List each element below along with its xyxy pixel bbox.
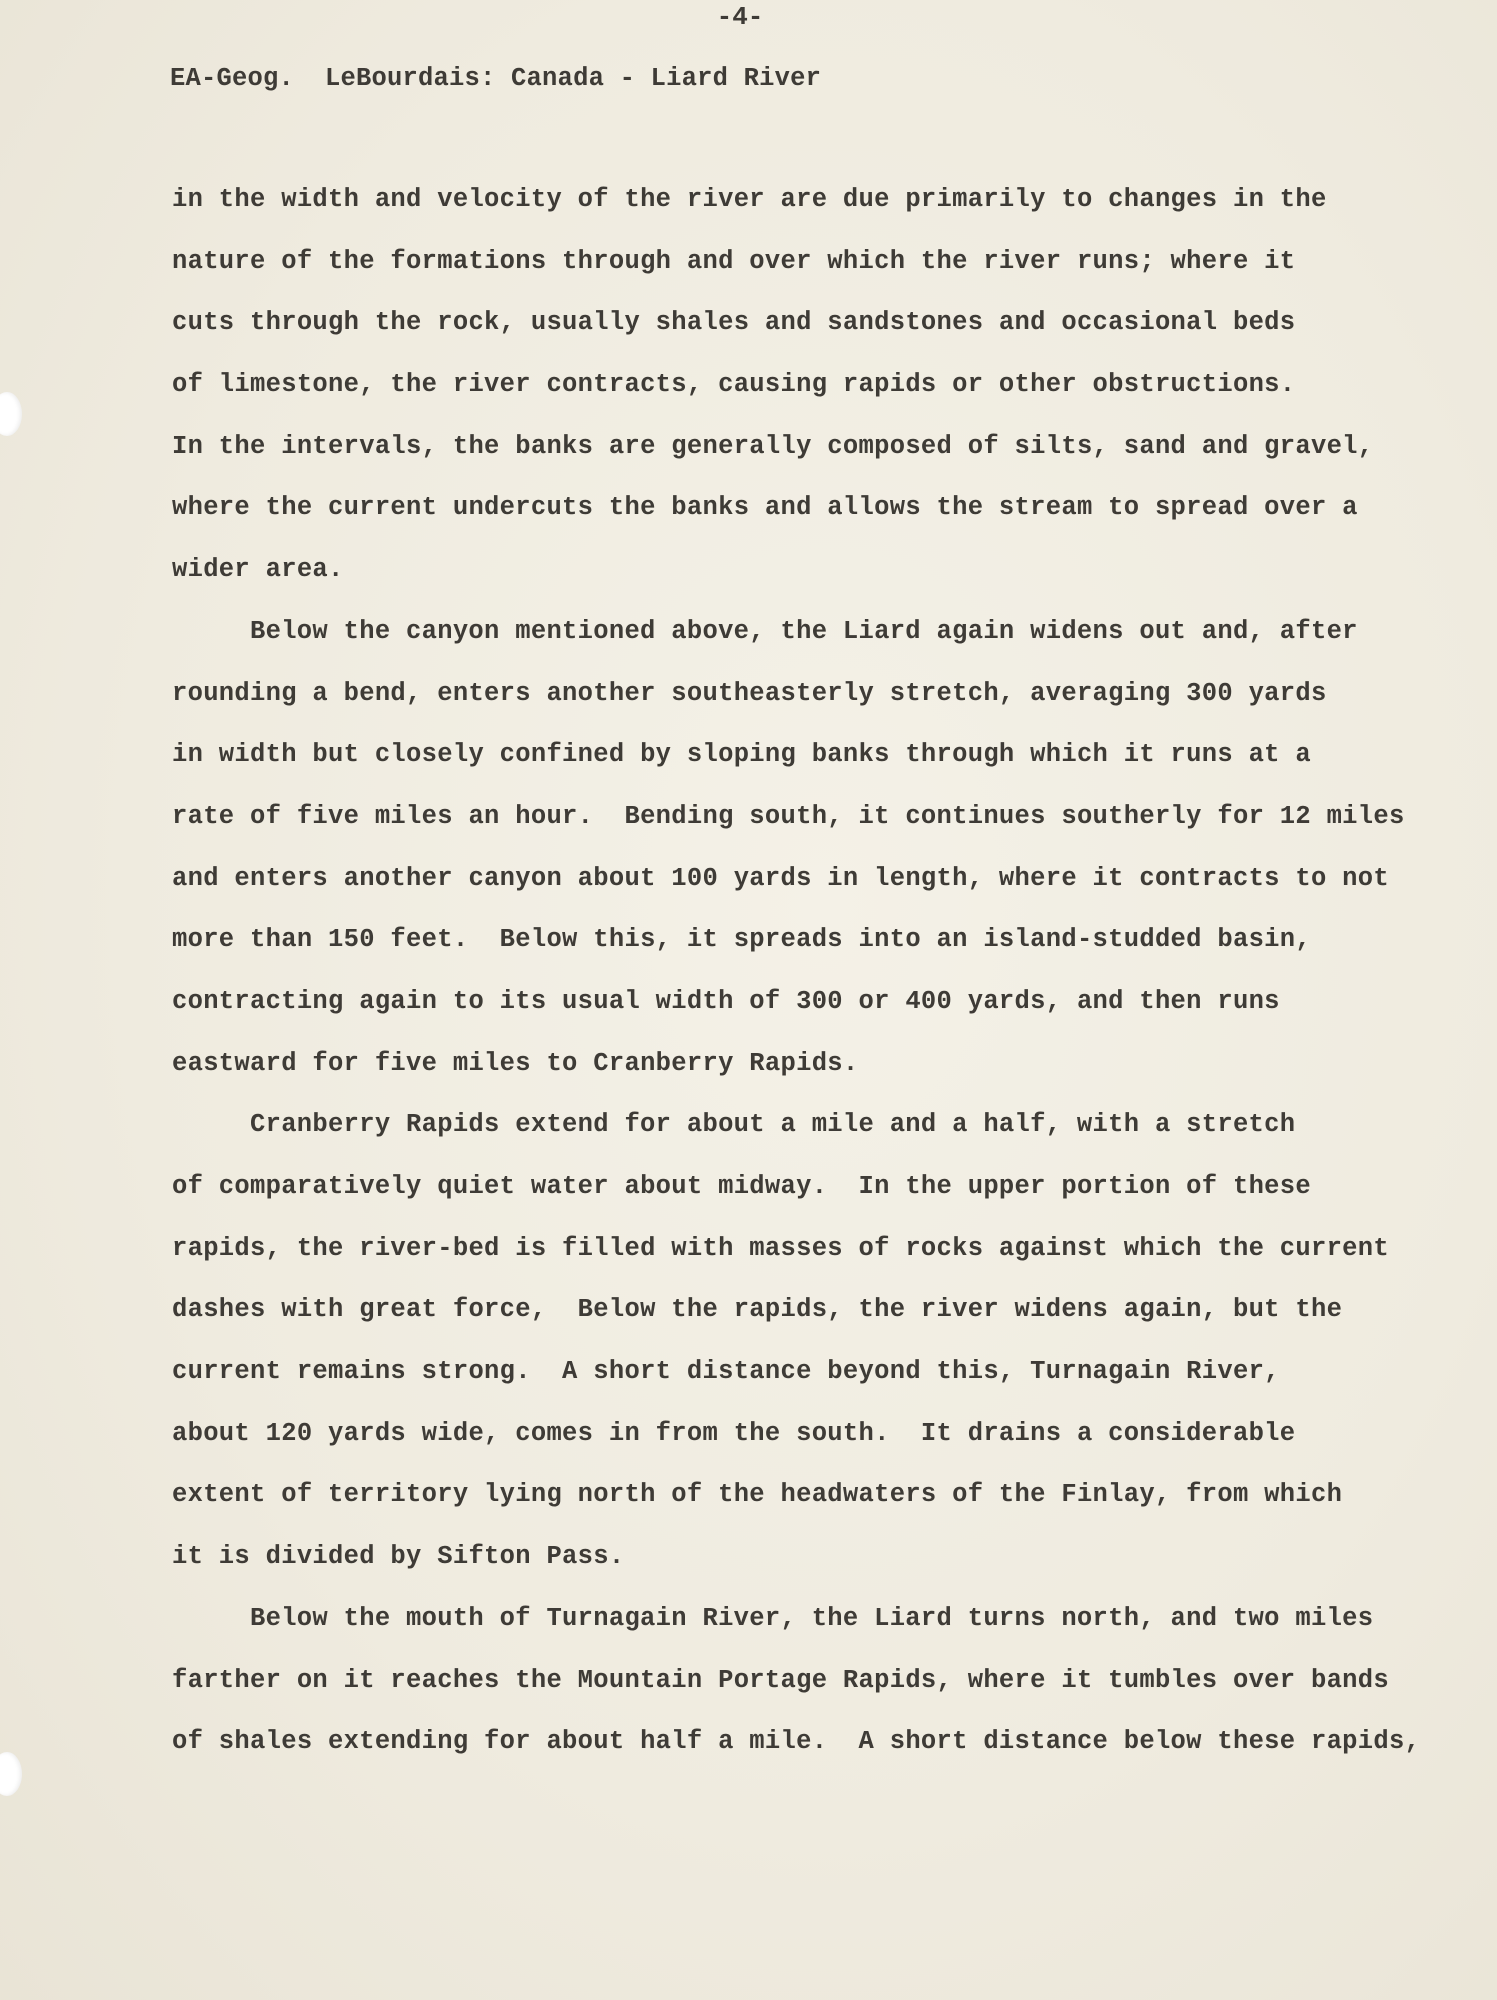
text-line: in the width and velocity of the river are due primarily to changes in the xyxy=(172,185,1327,214)
document-header: EA-Geog. LeBourdais: Canada - Liard River xyxy=(170,64,822,93)
text-line: Below the mouth of Turnagain River, the Liard turns north, and two miles xyxy=(250,1603,1374,1633)
text-line: about 120 yards wide, comes in from the south. It drains a considerable xyxy=(172,1418,1296,1448)
text-line: of limestone, the river contracts, causing rapids or other obstructions. xyxy=(172,370,1296,400)
body-text xyxy=(172,180,1421,1784)
text-line: contracting again to its usual width of 300 or 400 yards, and then runs xyxy=(172,986,1280,1016)
text-line: of shales extending for about half a mile. A short distance below these rapids, xyxy=(172,1727,1421,1757)
page-number: -4- xyxy=(716,2,764,32)
text-line: of comparatively quiet water about midway. In the upper portion of these xyxy=(172,1172,1311,1201)
text-line: it is divided by Sifton Pass. xyxy=(172,1542,625,1572)
text-line: Cranberry Rapids extend for about a mile and a half, with a stretch xyxy=(250,1110,1296,1140)
text-line: and enters another canyon about 100 yards in length, where it contracts to not xyxy=(172,863,1389,893)
text-line: rounding a bend, enters another southeasterly stretch, averaging 300 yards xyxy=(172,678,1327,708)
text-line: cuts through the rock, usually shales and sandstones and occasional beds xyxy=(172,308,1296,338)
text-line: nature of the formations through and over which the river runs; where it xyxy=(172,246,1296,276)
text-line: rapids, the river-bed is filled with masses of rocks against which the current xyxy=(172,1233,1389,1263)
text-line: In the intervals, the banks are generally composed of silts, sand and gravel, xyxy=(172,431,1374,461)
text-line: in width but closely confined by sloping banks through which it runs at a xyxy=(172,740,1311,770)
text-line: farther on it reaches the Mountain Portage Rapids, where it tumbles over bands xyxy=(172,1665,1389,1695)
text-line: rate of five miles an hour. Bending south, it continues southerly for 12 miles xyxy=(172,801,1405,831)
text-line: Below the canyon mentioned above, the Liard again widens out and, after xyxy=(250,616,1358,646)
punch-hole-bottom xyxy=(0,1752,22,1796)
text-line: where the current undercuts the banks and allows the stream to spread over a xyxy=(172,493,1358,523)
text-line: eastward for five miles to Cranberry Rapids. xyxy=(172,1048,859,1078)
punch-hole-top xyxy=(0,392,22,436)
text-line: more than 150 feet. Below this, it spreads into an island-studded basin, xyxy=(172,925,1311,955)
text-line: extent of territory lying north of the headwaters of the Finlay, from which xyxy=(172,1480,1343,1510)
text-line: dashes with great force, Below the rapids, the river widens again, but the xyxy=(172,1295,1343,1325)
text-line: wider area. xyxy=(172,555,344,585)
text-line: current remains strong. A short distance beyond this, Turnagain River, xyxy=(172,1357,1280,1387)
